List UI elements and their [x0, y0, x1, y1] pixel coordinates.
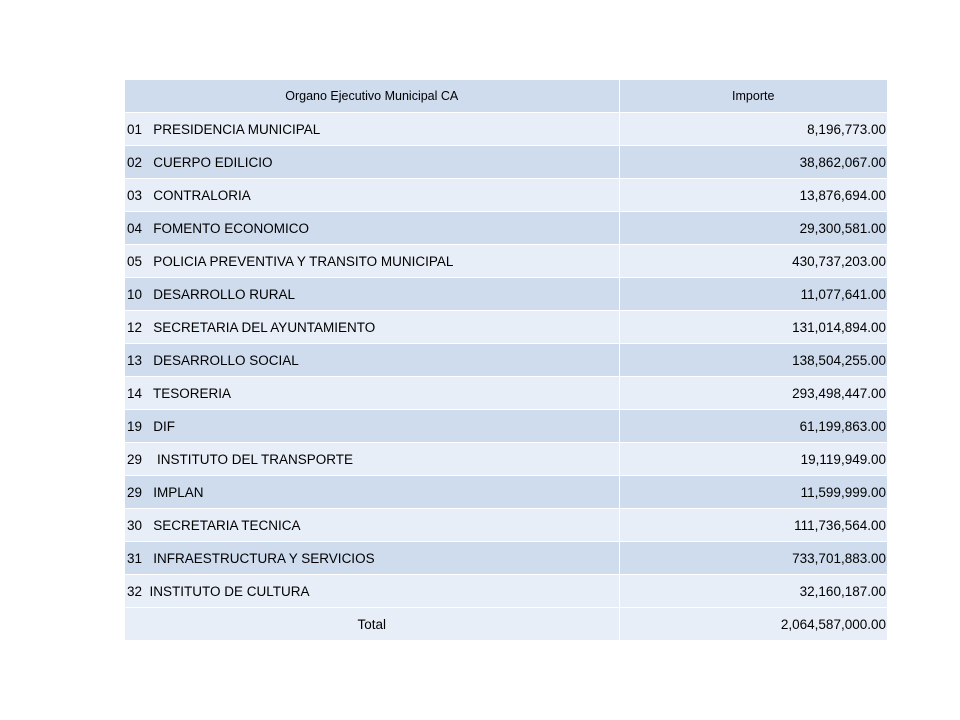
row-amount: 111,736,564.00 — [619, 509, 887, 542]
row-amount: 13,876,694.00 — [619, 179, 887, 212]
row-amount: 11,077,641.00 — [619, 278, 887, 311]
row-label: 03 CONTRALORIA — [125, 179, 619, 212]
total-amount: 2,064,587,000.00 — [619, 608, 887, 641]
row-label: 30 SECRETARIA TECNICA — [125, 509, 619, 542]
row-label: 19 DIF — [125, 410, 619, 443]
total-label: Total — [125, 608, 619, 641]
row-label: 12 SECRETARIA DEL AYUNTAMIENTO — [125, 311, 619, 344]
row-label: 13 DESARROLLO SOCIAL — [125, 344, 619, 377]
row-amount: 131,014,894.00 — [619, 311, 887, 344]
budget-table — [125, 80, 887, 641]
row-amount: 733,701,883.00 — [619, 542, 887, 575]
row-amount: 293,498,447.00 — [619, 377, 887, 410]
row-amount: 11,599,999.00 — [619, 476, 887, 509]
row-amount: 38,862,067.00 — [619, 146, 887, 179]
table-row — [125, 113, 887, 146]
budget-table-container — [125, 80, 887, 641]
row-label: 31 INFRAESTRUCTURA Y SERVICIOS — [125, 542, 619, 575]
row-amount: 138,504,255.00 — [619, 344, 887, 377]
table-row — [125, 212, 887, 245]
table-footer — [125, 608, 887, 641]
row-label: 05 POLICIA PREVENTIVA Y TRANSITO MUNICIPAL — [125, 245, 619, 278]
row-label: 04 FOMENTO ECONOMICO — [125, 212, 619, 245]
row-amount: 61,199,863.00 — [619, 410, 887, 443]
row-label: 29 IMPLAN — [125, 476, 619, 509]
row-amount: 8,196,773.00 — [619, 113, 887, 146]
column-header-amount: Importe — [619, 80, 887, 113]
table-row — [125, 146, 887, 179]
row-amount: 19,119,949.00 — [619, 443, 887, 476]
row-label: 14 TESORERIA — [125, 377, 619, 410]
table-body — [125, 113, 887, 608]
table-row — [125, 311, 887, 344]
table-row — [125, 410, 887, 443]
header-row — [125, 80, 887, 113]
table-row — [125, 575, 887, 608]
row-label: 02 CUERPO EDILICIO — [125, 146, 619, 179]
table-header — [125, 80, 887, 113]
table-row — [125, 476, 887, 509]
table-row — [125, 245, 887, 278]
table-row — [125, 344, 887, 377]
row-label: 01 PRESIDENCIA MUNICIPAL — [125, 113, 619, 146]
row-amount: 29,300,581.00 — [619, 212, 887, 245]
table-row — [125, 443, 887, 476]
total-row — [125, 608, 887, 641]
row-label: 32 INSTITUTO DE CULTURA — [125, 575, 619, 608]
table-row — [125, 509, 887, 542]
table-row — [125, 179, 887, 212]
row-amount: 32,160,187.00 — [619, 575, 887, 608]
row-label: 10 DESARROLLO RURAL — [125, 278, 619, 311]
table-row — [125, 278, 887, 311]
column-header-organ: Organo Ejecutivo Municipal CA — [125, 80, 619, 113]
row-amount: 430,737,203.00 — [619, 245, 887, 278]
row-label: 29 INSTITUTO DEL TRANSPORTE — [125, 443, 619, 476]
table-row — [125, 377, 887, 410]
table-row — [125, 542, 887, 575]
